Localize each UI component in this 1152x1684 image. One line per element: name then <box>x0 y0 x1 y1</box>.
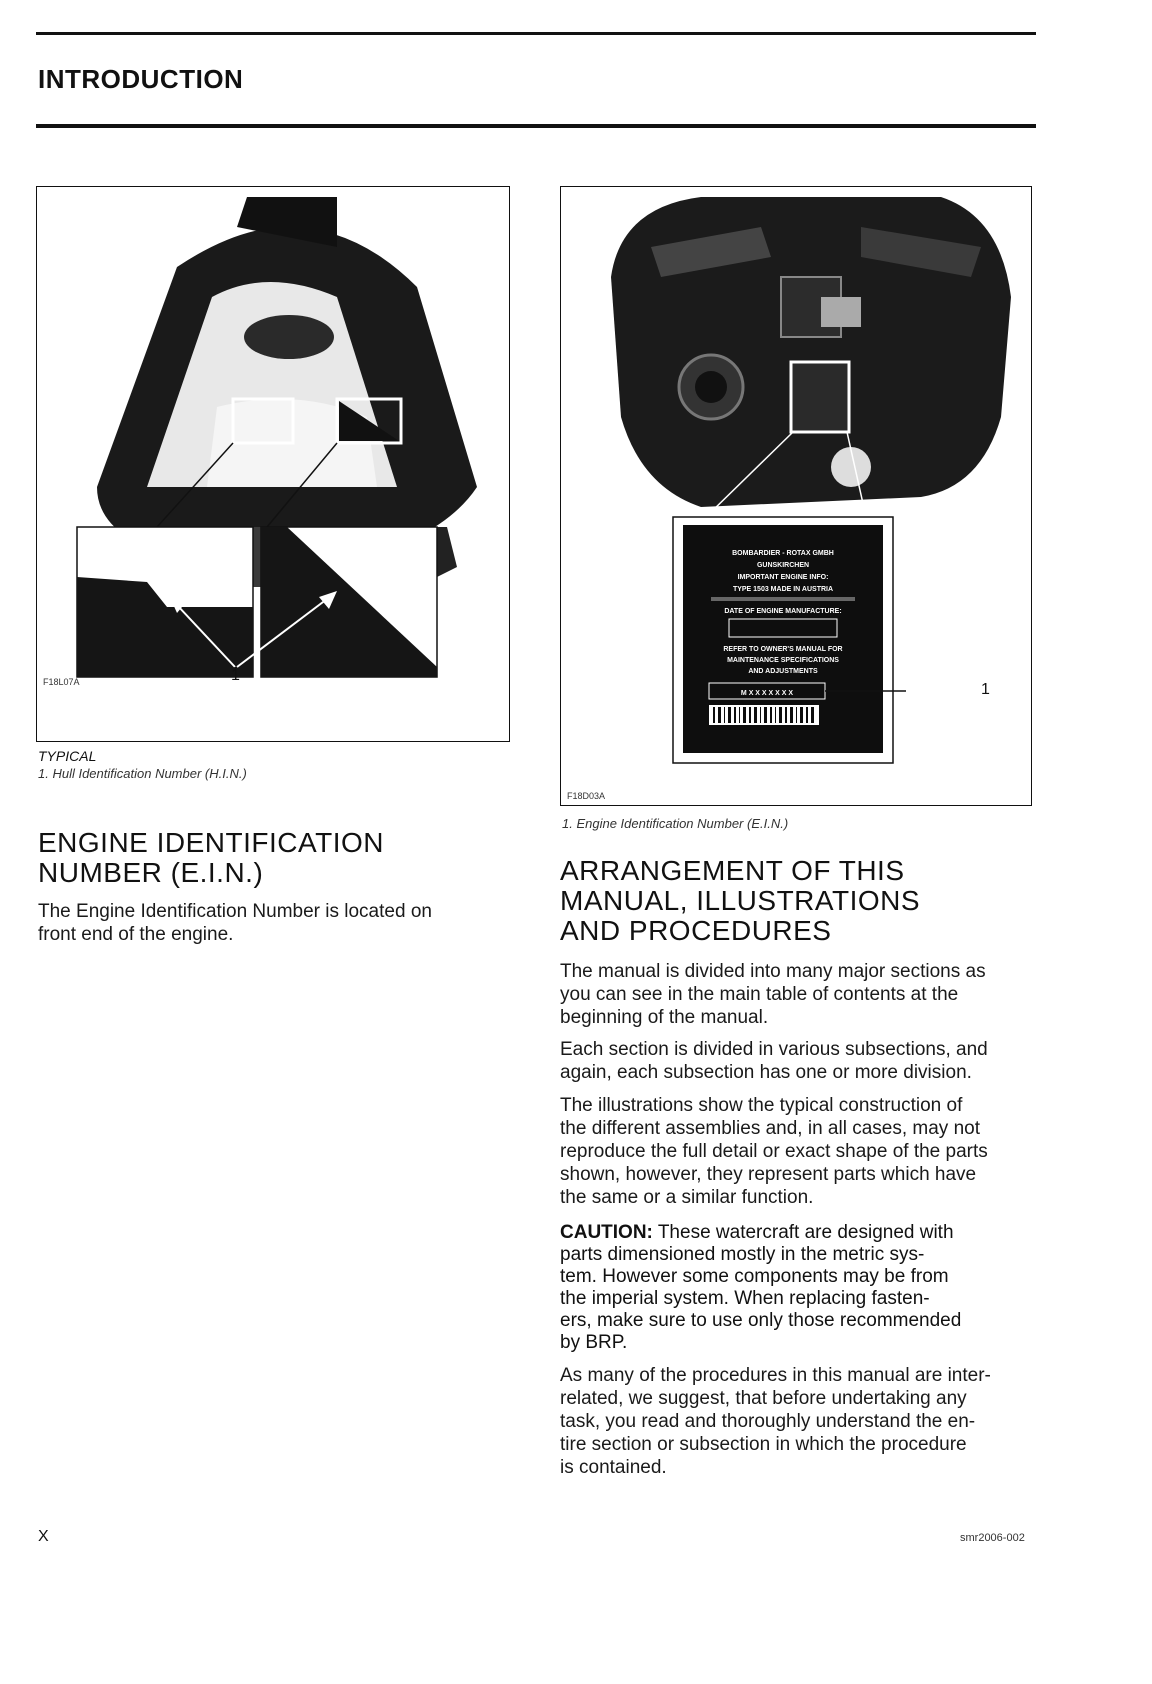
plate-line-2: GUNSKIRCHEN <box>756 562 810 569</box>
text-line: the imperial system. When replacing fasten- <box>560 1288 930 1309</box>
text-line: These watercraft are designed with <box>652 1222 954 1243</box>
text-line: tire section or subsection in which the procedure <box>560 1434 967 1455</box>
section-heading-arrangement <box>560 856 920 946</box>
body-line: The Engine Identification Number is located on <box>38 901 432 922</box>
plate-line-8: AND ADJUSTMENTS <box>748 668 818 675</box>
arrangement-paragraph-3 <box>560 1094 1040 1209</box>
text-line: As many of the procedures in this manual are inter- <box>560 1365 991 1386</box>
figure-caption-item: 1. Engine Identification Number (E.I.N.) <box>562 816 789 831</box>
page-number: X <box>38 1528 49 1545</box>
text-line: related, we suggest, that before undertaking any <box>560 1388 967 1409</box>
heading-line: AND PROCEDURES <box>560 915 832 946</box>
plate-serial: M X X X X X X X <box>740 690 794 697</box>
text-line: tem. However some components may be from <box>560 1266 949 1287</box>
body-line: front end of the engine. <box>38 924 234 945</box>
section-heading-ein <box>38 828 384 888</box>
text-line: the different assemblies and, in all cases, may not <box>560 1118 980 1139</box>
header-top-rule <box>36 32 1036 35</box>
caution-label: CAUTION: <box>560 1222 653 1243</box>
heading-line: ENGINE IDENTIFICATION <box>38 827 384 858</box>
figure-hull-identification <box>36 186 510 742</box>
text-line: the same or a similar function. <box>560 1187 814 1208</box>
callout-number: 1 <box>231 667 240 684</box>
arrangement-paragraph-4 <box>560 1364 1040 1479</box>
text-line: by BRP. <box>560 1332 628 1353</box>
text-line: shown, however, they represent parts which have <box>560 1164 977 1185</box>
plate-line-4: TYPE 1503 MADE IN AUSTRIA <box>732 586 834 593</box>
header-bottom-rule <box>36 124 1036 128</box>
text-line: you can see in the main table of contents at the <box>560 984 959 1005</box>
text-line: Each section is divided in various subsections, and <box>560 1039 988 1060</box>
text-line: ers, make sure to use only those recommended <box>560 1310 962 1331</box>
watercraft-illustration <box>37 187 509 741</box>
text-line: reproduce the full detail or exact shape of the parts <box>560 1141 988 1162</box>
figure-caption-title: TYPICAL <box>38 748 97 764</box>
plate-line-7: MAINTENANCE SPECIFICATIONS <box>727 657 839 664</box>
figure-caption-item: 1. Hull Identification Number (H.I.N.) <box>38 766 247 781</box>
text-line: again, each subsection has one or more division. <box>560 1062 972 1083</box>
text-line: is contained. <box>560 1457 667 1478</box>
figure-code: F18L07A <box>43 677 80 687</box>
heading-line: MANUAL, ILLUSTRATIONS <box>560 885 921 916</box>
figure-engine-identification <box>560 186 1032 806</box>
plate-line-5: DATE OF ENGINE MANUFACTURE: <box>724 608 842 615</box>
text-line: beginning of the manual. <box>560 1007 769 1028</box>
engine-illustration <box>561 187 1031 805</box>
text-line: The manual is divided into many major sections as <box>560 961 986 982</box>
page-title: INTRODUCTION <box>38 64 244 94</box>
heading-line: ARRANGEMENT OF THIS <box>560 855 905 886</box>
text-line: task, you read and thoroughly understand the en- <box>560 1411 976 1432</box>
text-line: parts dimensioned mostly in the metric sys- <box>560 1244 925 1265</box>
plate-line-1: BOMBARDIER - ROTAX GMBH <box>732 550 834 557</box>
figure-code: F18D03A <box>567 791 606 801</box>
callout-number: 1 <box>981 681 990 698</box>
text-line: The illustrations show the typical construction of <box>560 1095 963 1116</box>
document-code: smr2006-002 <box>960 1532 1025 1544</box>
plate-line-6: REFER TO OWNER'S MANUAL FOR <box>723 646 843 653</box>
caution-notice <box>560 1222 1040 1354</box>
plate-line-3: IMPORTANT ENGINE INFO: <box>737 574 829 581</box>
heading-line: NUMBER (E.I.N.) <box>38 857 264 888</box>
ein-body <box>38 900 518 946</box>
arrangement-paragraph-1 <box>560 960 1040 1029</box>
arrangement-paragraph-2 <box>560 1038 1040 1084</box>
